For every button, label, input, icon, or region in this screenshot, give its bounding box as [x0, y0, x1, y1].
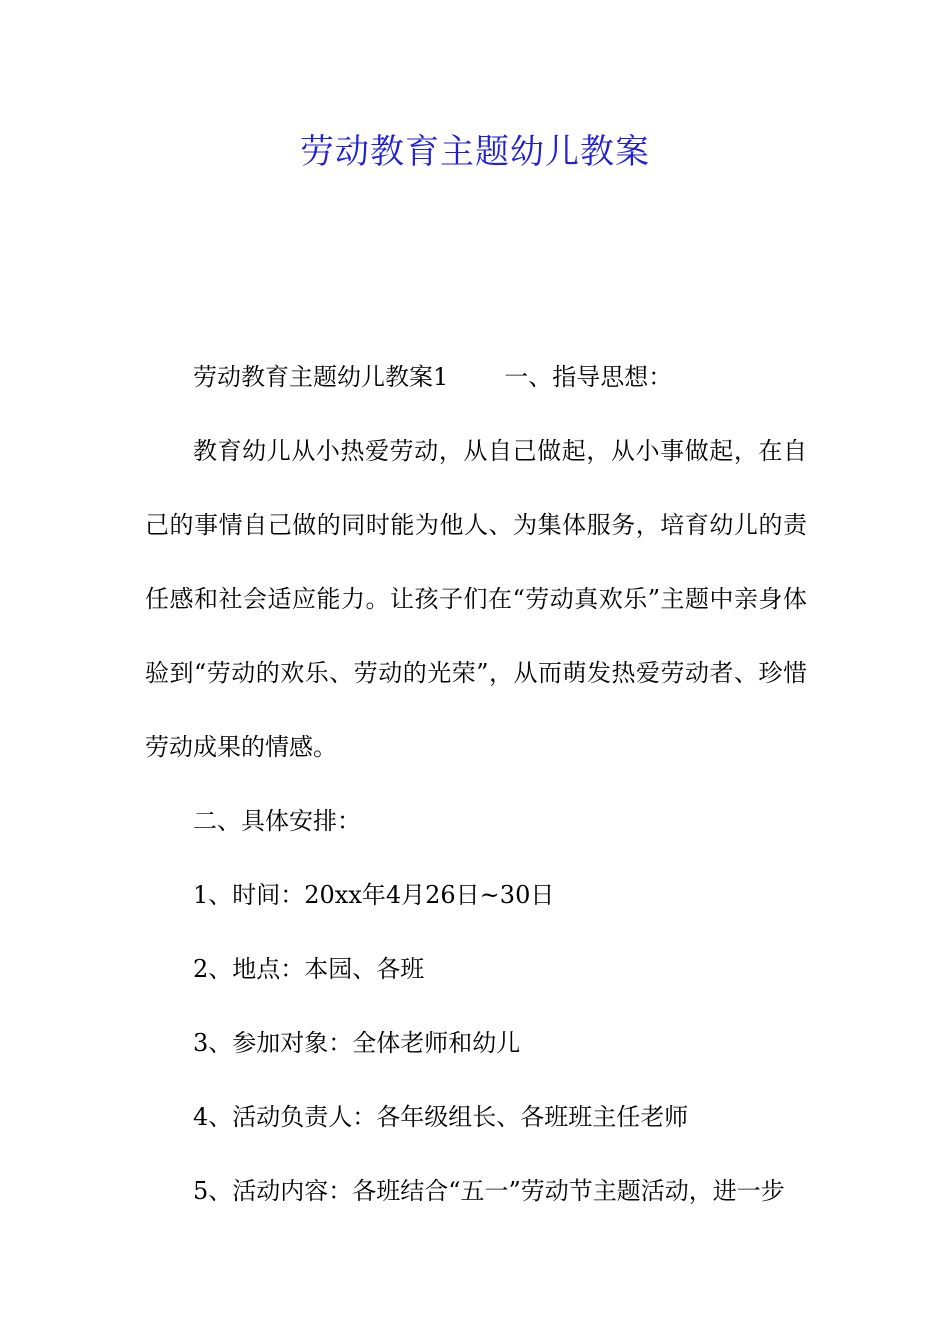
section-heading-arrangement: 二、具体安排： — [193, 807, 361, 835]
item-location: 2、地点：本园、各班 — [193, 955, 425, 983]
item-content: 5、活动内容：各班结合“五一”劳动节主题活动，进一步 — [193, 1177, 785, 1205]
lesson-heading: 劳动教育主题幼儿教案1 — [193, 363, 449, 391]
paragraph-guiding-thought: 教育幼儿从小热爱劳动，从自己做起，从小事做起，在自己的事情自己做的同时能为他人、为集体服务，培育幼儿的责任感和社会适应能力。让孩子们在“劳动真欢乐”主题中亲身体验到“劳动的欢乐、劳动的光荣”，从而萌发热爱劳动者、珍惜劳动成果的情感。 — [145, 437, 807, 761]
section-heading-guiding-thought: 一、指导思想： — [504, 363, 673, 391]
document-body — [145, 340, 807, 1228]
item-time: 1、时间：20xx年4月26日~30日 — [193, 881, 555, 909]
item-responsible: 4、活动负责人：各年级组长、各班班主任老师 — [193, 1103, 689, 1131]
item-participants: 3、参加对象：全体老师和幼儿 — [193, 1029, 521, 1057]
document-title: 劳动教育主题幼儿教案 — [300, 132, 650, 172]
heading-line — [145, 340, 807, 414]
